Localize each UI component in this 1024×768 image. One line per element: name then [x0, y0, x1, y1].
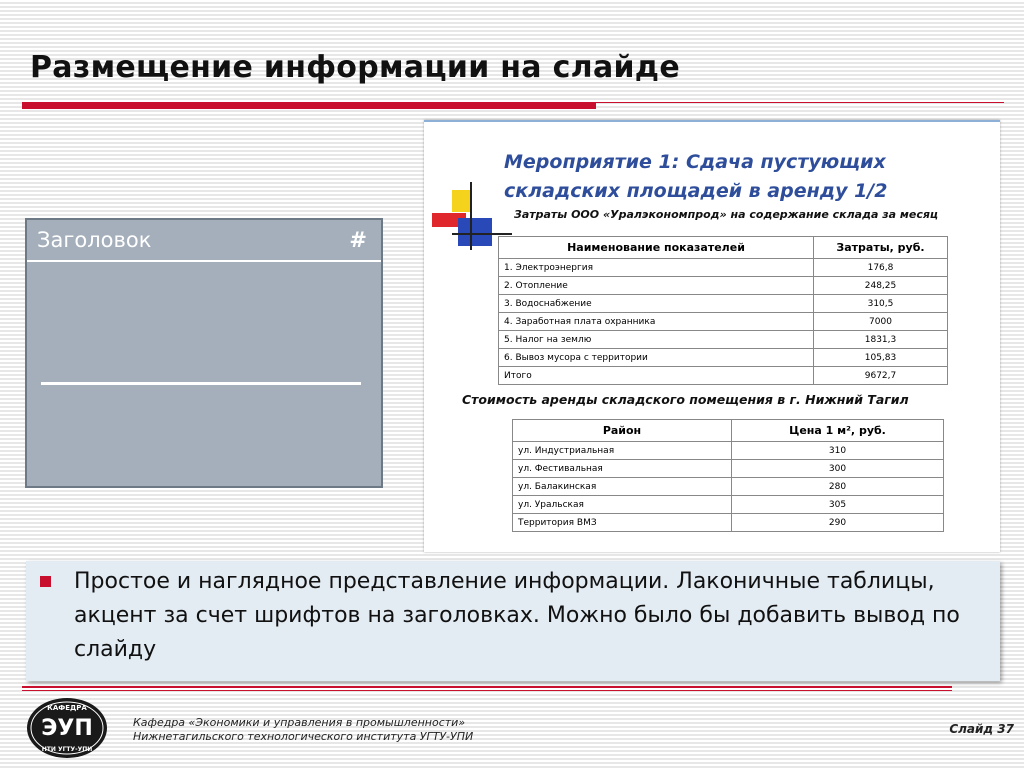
- footer-line-1: Кафедра «Экономики и управления в промышленности»: [133, 716, 466, 729]
- cost-value: 105,83: [814, 349, 948, 367]
- logo-bottom-text: НТИ УГТУ-УПИ: [41, 746, 93, 753]
- rent-district: ул. Фестивальная: [513, 460, 732, 478]
- placeholder-panel: [25, 218, 383, 488]
- table-row: [513, 496, 944, 514]
- costs-header-amount: Затраты, руб.: [814, 237, 948, 259]
- embedded-title: [504, 148, 984, 206]
- embedded-subtitle: Затраты ООО «Уралэкономпрод» на содержание склада за месяц: [514, 208, 939, 221]
- cost-item: 1. Электроэнергия: [499, 259, 814, 277]
- decor-horizontal-line: [452, 233, 512, 235]
- costs-table-header: [499, 237, 948, 259]
- rent-header-price: Цена 1 м², руб.: [732, 420, 944, 442]
- placeholder-number: #: [349, 228, 367, 252]
- title-underline-thin: [596, 102, 1004, 103]
- placeholder-line: [41, 382, 361, 385]
- decor-yellow-square: [452, 190, 470, 212]
- logo-top-text: КАФЕДРА: [47, 704, 87, 712]
- placeholder-header: [27, 220, 381, 262]
- embedded-title-line-1: Мероприятие 1: Сдача пустующих: [504, 151, 886, 173]
- cost-value: 9672,7: [814, 367, 948, 385]
- cost-value: 1831,3: [814, 331, 948, 349]
- table-row: [499, 313, 948, 331]
- footer-divider-thin: [22, 690, 952, 691]
- cost-value: 7000: [814, 313, 948, 331]
- rent-district: ул. Индустриальная: [513, 442, 732, 460]
- slide-number: Слайд 37: [949, 722, 1014, 736]
- table-row: [513, 514, 944, 532]
- table-row: [513, 442, 944, 460]
- table-row: [499, 277, 948, 295]
- footer-department: [133, 716, 473, 744]
- table-row: [499, 331, 948, 349]
- rent-price: 280: [732, 478, 944, 496]
- footer-line-2: Нижнетагильского технологического института УГТУ-УПИ: [133, 730, 474, 743]
- rent-table: [512, 419, 944, 532]
- table-row: [513, 478, 944, 496]
- table-row: [499, 349, 948, 367]
- rent-price: 305: [732, 496, 944, 514]
- rent-title: Стоимость аренды складского помещения в г. Нижний Тагил: [462, 392, 909, 407]
- table-row: [499, 259, 948, 277]
- bullet-square-icon: [40, 576, 51, 587]
- rent-district: ул. Уральская: [513, 496, 732, 514]
- title-underline: [22, 102, 596, 109]
- department-logo-icon: [26, 697, 108, 759]
- cost-item: 4. Заработная плата охранника: [499, 313, 814, 331]
- placeholder-heading: Заголовок: [37, 228, 152, 252]
- cost-item: 5. Налог на землю: [499, 331, 814, 349]
- cost-item: Итого: [499, 367, 814, 385]
- embedded-slide: [424, 120, 1000, 552]
- decor-blue-square: [458, 218, 492, 246]
- rent-district: Территория ВМЗ: [513, 514, 732, 532]
- rent-district: ул. Балакинская: [513, 478, 732, 496]
- embedded-top-line: [424, 120, 1000, 122]
- cost-item: 6. Вывоз мусора с территории: [499, 349, 814, 367]
- table-row: [499, 295, 948, 313]
- decor-vertical-line: [470, 182, 472, 250]
- table-row: [499, 367, 948, 385]
- cost-value: 176,8: [814, 259, 948, 277]
- rent-price: 310: [732, 442, 944, 460]
- conclusion-box: [26, 561, 1000, 681]
- logo-main-text: ЭУП: [41, 716, 93, 741]
- rent-header-district: Район: [513, 420, 732, 442]
- conclusion-text: Простое и наглядное представление информации. Лаконичные таблицы, акцент за счет шрифтов на заголовках. Можно было бы добавить вывод по слайду: [74, 569, 960, 662]
- rent-table-header: [513, 420, 944, 442]
- costs-table: [498, 236, 948, 385]
- slide-title: Размещение информации на слайде: [30, 50, 680, 85]
- table-row: [513, 460, 944, 478]
- costs-header-name: Наименование показателей: [499, 237, 814, 259]
- cost-value: 248,25: [814, 277, 948, 295]
- cost-value: 310,5: [814, 295, 948, 313]
- cost-item: 3. Водоснабжение: [499, 295, 814, 313]
- rent-price: 290: [732, 514, 944, 532]
- cost-item: 2. Отопление: [499, 277, 814, 295]
- footer-divider: [22, 686, 952, 688]
- rent-price: 300: [732, 460, 944, 478]
- embedded-title-line-2: складских площадей в аренду 1/2: [504, 180, 888, 202]
